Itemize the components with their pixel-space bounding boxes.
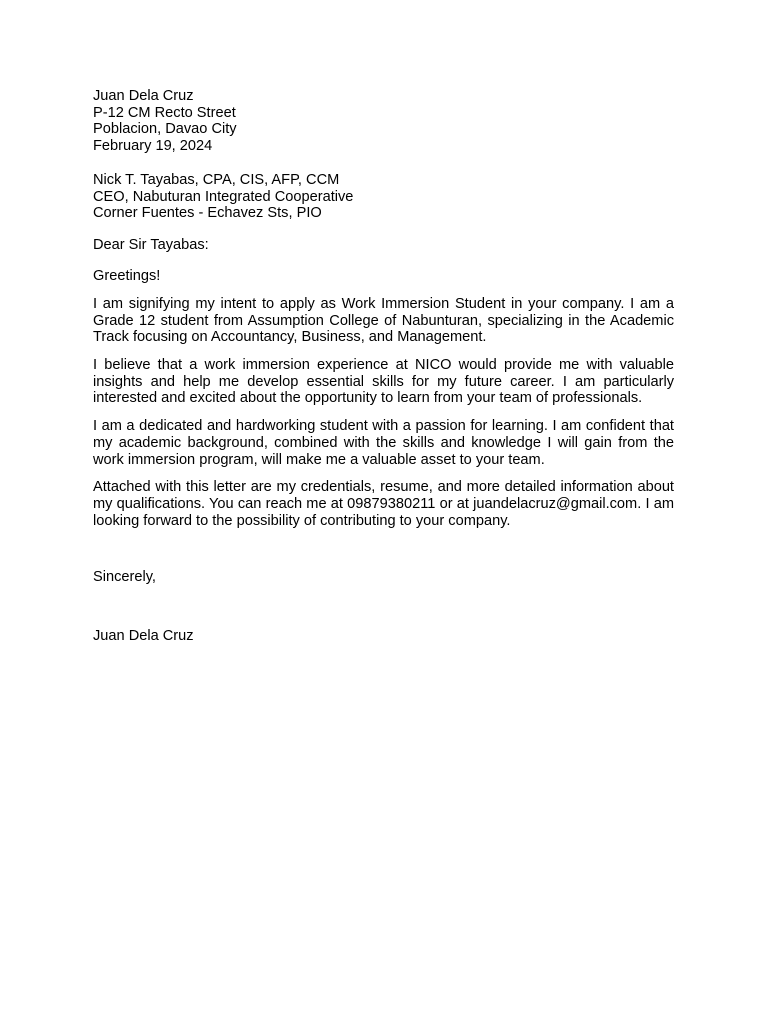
recipient-block — [93, 172, 674, 222]
letter-date: February 19, 2024 — [93, 138, 213, 155]
signature-name: Juan Dela Cruz — [93, 628, 194, 645]
greeting: Greetings! — [93, 268, 161, 285]
letter-page — [93, 88, 674, 659]
salutation: Dear Sir Tayabas: — [93, 236, 209, 253]
body-paragraph-1: I am signifying my intent to apply as Work Immersion Student in your company. I am a Grade 12 student from Assumption College of Nabunturan, specializing in the Academic Track focusing on Accountancy, Business, and Management. — [93, 295, 674, 346]
body-paragraph-3: I am a dedicated and hardworking student with a passion for learning. I am confident that my academic background, combined with the skills and knowledge I will gain from the work immersion program, will make me a valuable asset to your team. — [93, 418, 674, 468]
body-paragraph-2: I believe that a work immersion experience at NICO would provide me with valuable insights and help me develop essential skills for my future career. I am particularly interested and excited about the opportunity to learn from your team of professionals. — [93, 357, 674, 407]
closing: Sincerely, — [93, 569, 156, 586]
sender-name: Juan Dela Cruz — [93, 88, 194, 104]
recipient-address: Corner Fuentes - Echavez Sts, PIO — [93, 205, 322, 222]
sender-city: Poblacion, Davao City — [93, 121, 237, 138]
sender-block — [93, 88, 674, 155]
body-paragraph-4: Attached with this letter are my credentials, resume, and more detailed information about my qualifications. You can reach me at 09879380211 or at juandelacruz@gmail.com. I am looking forward to the possibility of contributing to your company. — [93, 479, 674, 529]
recipient-title: CEO, Nabuturan Integrated Cooperative — [93, 188, 354, 205]
sender-street: P-12 CM Recto Street — [93, 104, 236, 121]
recipient-name: Nick T. Tayabas, CPA, CIS, AFP, CCM — [93, 171, 340, 188]
